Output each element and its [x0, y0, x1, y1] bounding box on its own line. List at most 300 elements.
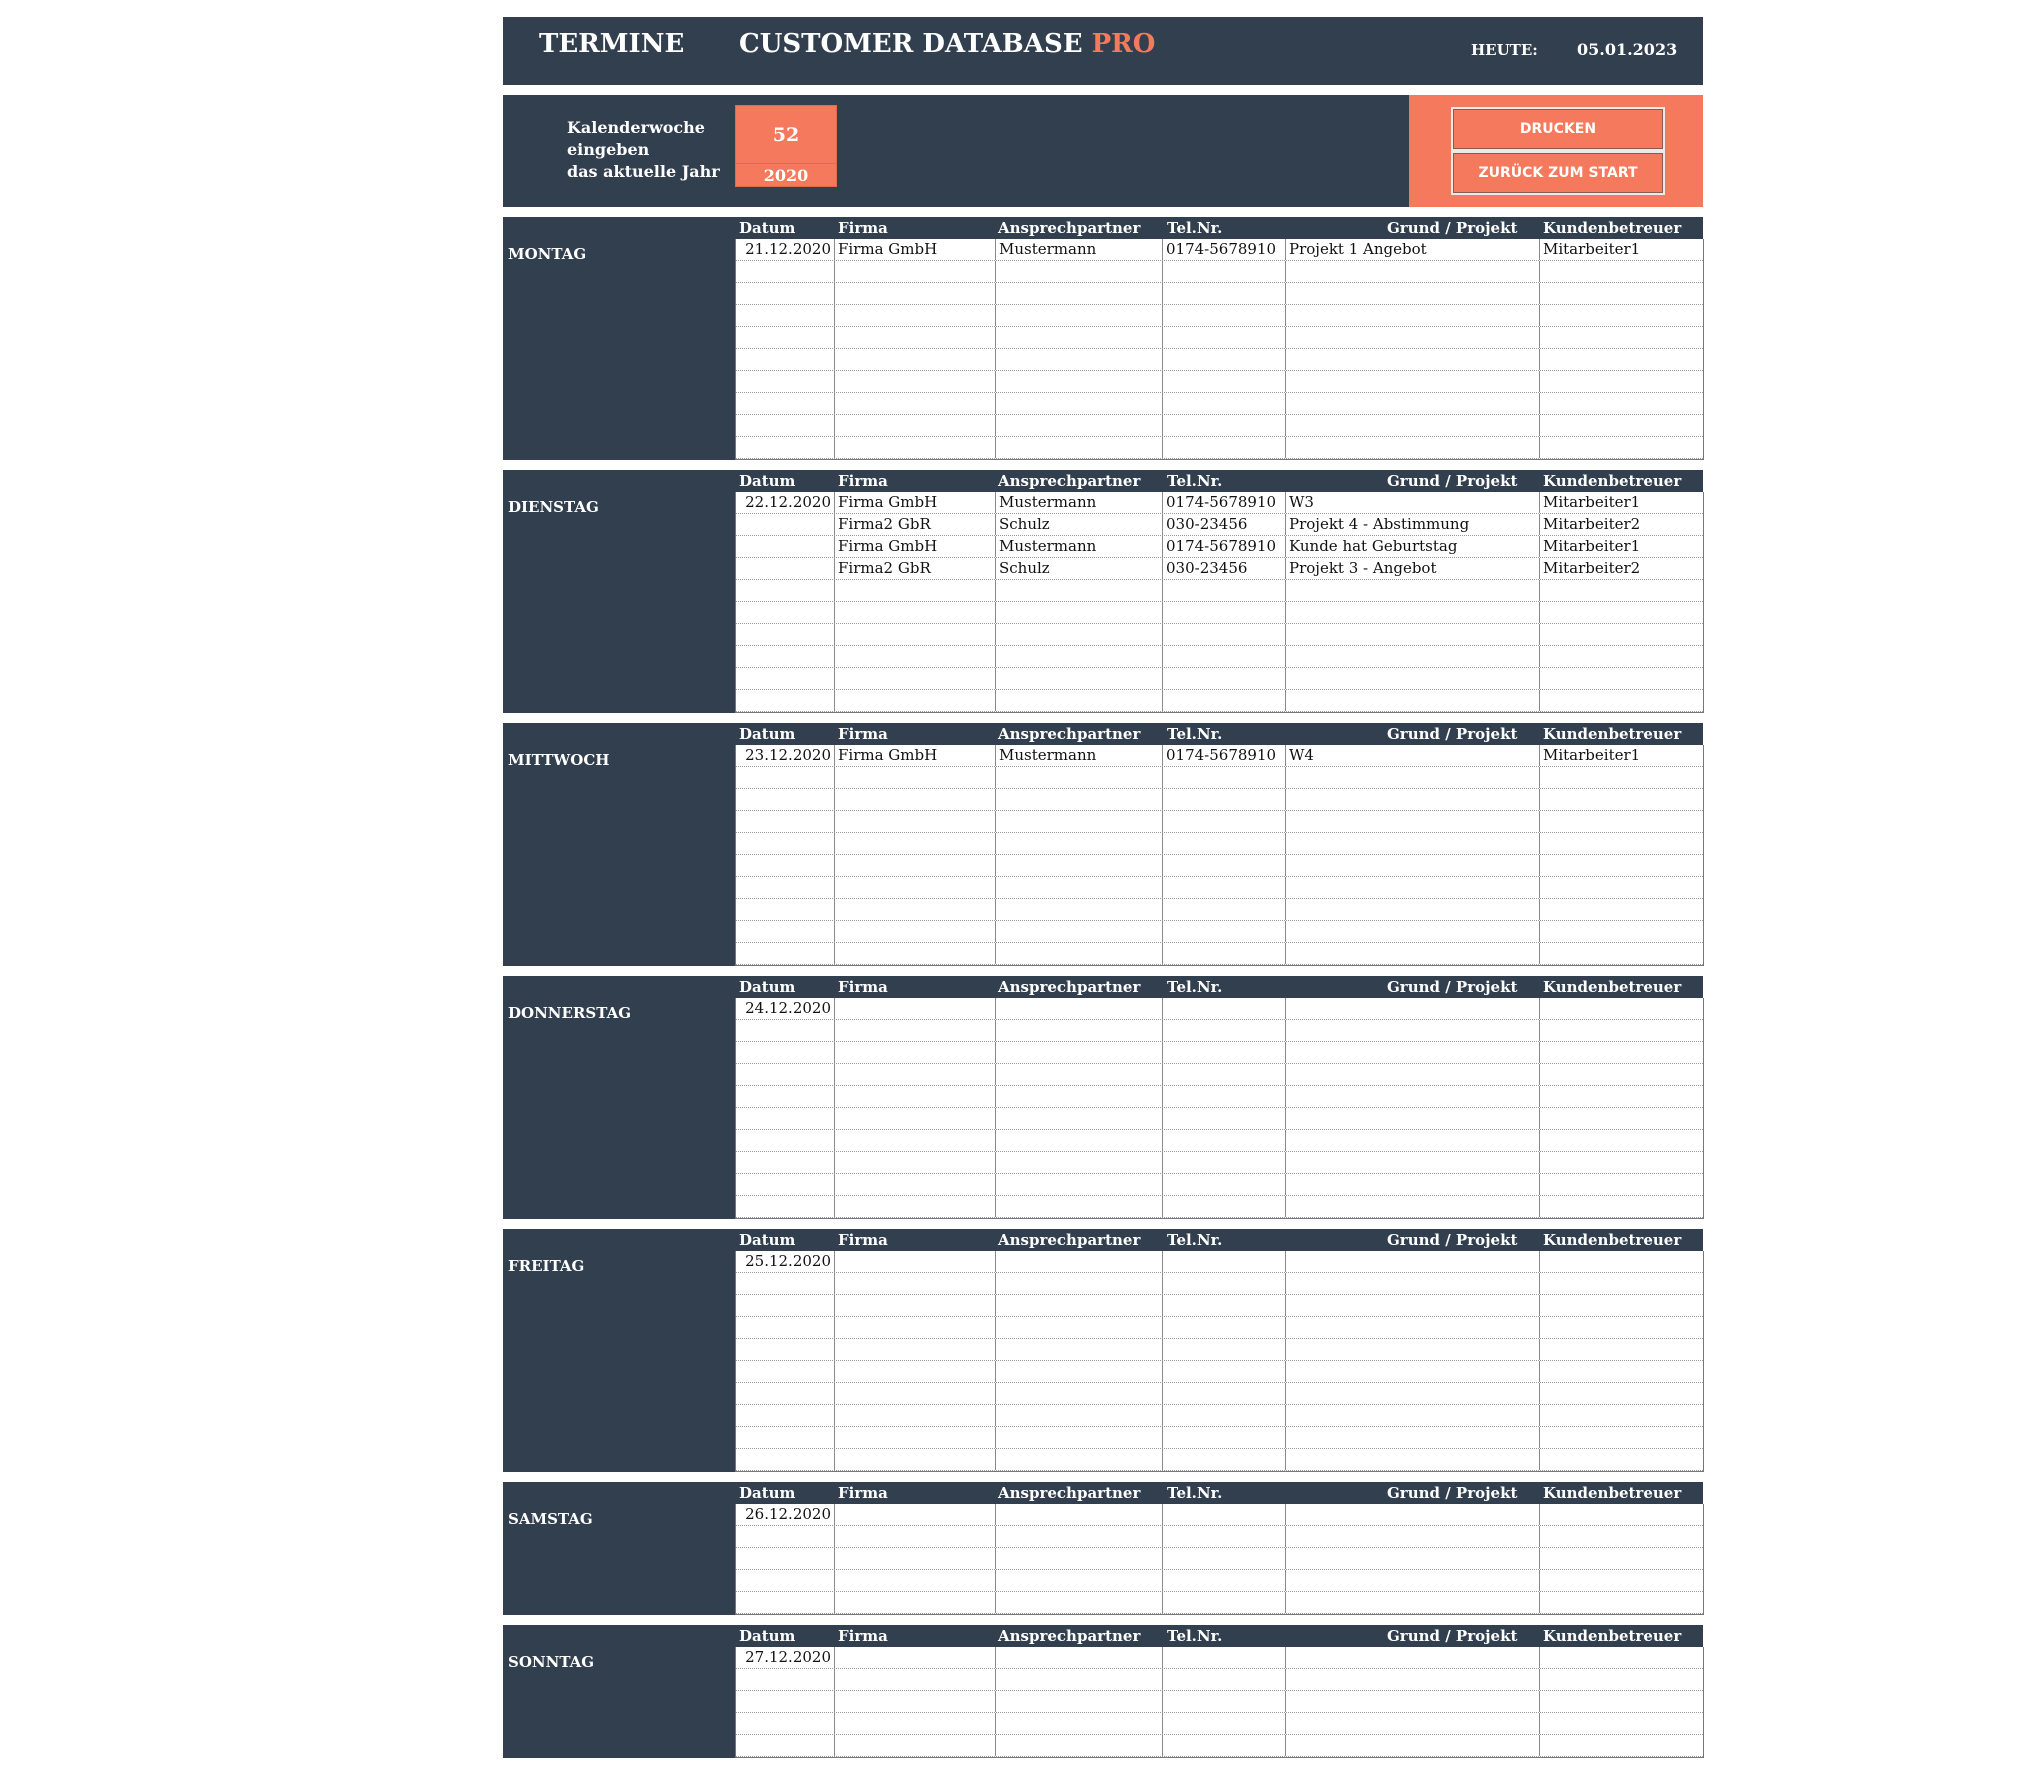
table-cell[interactable] [1540, 877, 1703, 898]
table-cell[interactable] [1286, 899, 1540, 920]
table-cell[interactable] [1540, 1504, 1703, 1525]
table-cell[interactable] [996, 1735, 1163, 1756]
table-cell[interactable] [1286, 1526, 1540, 1547]
table-cell[interactable] [996, 1526, 1163, 1547]
table-cell[interactable] [736, 283, 835, 304]
table-cell[interactable] [835, 1130, 996, 1151]
table-cell[interactable] [835, 1427, 996, 1448]
table-cell[interactable] [1163, 1086, 1286, 1107]
table-cell[interactable] [1540, 327, 1703, 348]
table-cell[interactable] [1540, 437, 1703, 458]
table-cell[interactable] [1286, 767, 1540, 788]
table-cell[interactable] [996, 833, 1163, 854]
table-cell[interactable] [996, 1504, 1163, 1525]
table-cell[interactable] [835, 283, 996, 304]
table-cell[interactable]: Mitarbeiter1 [1543, 537, 1641, 555]
table-cell[interactable] [1286, 1570, 1540, 1591]
table-cell[interactable] [1286, 1339, 1540, 1360]
table-cell[interactable] [736, 877, 835, 898]
table-cell[interactable]: Firma GmbH [835, 536, 996, 557]
table-cell[interactable] [736, 261, 835, 282]
table-cell[interactable] [1540, 943, 1703, 964]
table-cell[interactable] [736, 305, 835, 326]
table-cell[interactable] [736, 668, 835, 689]
table-cell[interactable] [736, 1339, 835, 1360]
table-cell[interactable]: Firma GmbH [835, 239, 996, 260]
table-cell[interactable] [736, 811, 835, 832]
table-cell[interactable] [835, 327, 996, 348]
table-cell[interactable] [835, 1273, 996, 1294]
table-cell[interactable] [1163, 1251, 1286, 1272]
table-cell[interactable] [736, 602, 835, 623]
table-cell[interactable] [1286, 327, 1540, 348]
table-cell[interactable] [1163, 327, 1286, 348]
table-cell[interactable] [835, 1592, 996, 1613]
table-cell[interactable] [736, 558, 835, 579]
table-cell[interactable]: Mitarbeiter1 [1543, 493, 1641, 511]
table-cell[interactable] [1286, 580, 1540, 601]
table-cell[interactable] [1540, 1317, 1703, 1338]
table-cell[interactable]: Kunde hat Geburtstag [1286, 536, 1540, 557]
table-cell[interactable] [1163, 1196, 1286, 1217]
table-cell[interactable] [996, 1383, 1163, 1404]
table-cell[interactable]: Mitarbeiter1 [1543, 240, 1641, 258]
table-cell[interactable] [1163, 1504, 1286, 1525]
table-cell[interactable] [835, 767, 996, 788]
table-cell[interactable] [736, 1086, 835, 1107]
table-cell[interactable] [835, 855, 996, 876]
table-cell[interactable]: 22.12.2020 [736, 492, 835, 513]
table-cell[interactable] [1540, 624, 1703, 645]
table-cell[interactable] [1286, 1295, 1540, 1316]
table-cell[interactable] [1540, 668, 1703, 689]
table-cell[interactable]: 030-23456 [1163, 558, 1286, 579]
table-cell[interactable]: 27.12.2020 [736, 1647, 835, 1668]
table-cell[interactable] [1286, 349, 1540, 370]
table-cell[interactable] [1163, 1152, 1286, 1173]
table-cell[interactable] [835, 349, 996, 370]
table-cell[interactable] [996, 1570, 1163, 1591]
table-cell[interactable] [1540, 1383, 1703, 1404]
table-cell[interactable]: 26.12.2020 [736, 1504, 835, 1525]
table-cell[interactable] [996, 943, 1163, 964]
table-cell[interactable] [1163, 668, 1286, 689]
table-cell[interactable] [835, 1526, 996, 1547]
table-cell[interactable] [996, 1086, 1163, 1107]
table-cell[interactable] [736, 624, 835, 645]
table-cell[interactable] [736, 855, 835, 876]
table-cell[interactable] [996, 1042, 1163, 1063]
table-cell[interactable] [736, 1713, 835, 1734]
table-cell[interactable] [1286, 1405, 1540, 1426]
table-cell[interactable] [736, 1152, 835, 1173]
table-cell[interactable] [1540, 283, 1703, 304]
table-cell[interactable] [736, 327, 835, 348]
table-cell[interactable] [736, 415, 835, 436]
table-cell[interactable] [1286, 415, 1540, 436]
table-cell[interactable] [1163, 1735, 1286, 1756]
table-cell[interactable] [996, 690, 1163, 711]
table-cell[interactable] [1163, 1108, 1286, 1129]
table-cell[interactable] [996, 877, 1163, 898]
table-cell[interactable] [996, 811, 1163, 832]
table-cell[interactable] [736, 437, 835, 458]
table-cell[interactable] [835, 1691, 996, 1712]
table-cell[interactable] [1286, 668, 1540, 689]
table-cell[interactable] [1286, 1086, 1540, 1107]
table-cell[interactable] [835, 998, 996, 1019]
table-cell[interactable]: Firma2 GbR [835, 514, 996, 535]
table-cell[interactable] [1286, 1196, 1540, 1217]
table-cell[interactable] [835, 624, 996, 645]
table-cell[interactable] [996, 1108, 1163, 1129]
table-cell[interactable] [1286, 998, 1540, 1019]
table-cell[interactable]: Firma GmbH [835, 745, 996, 766]
table-cell[interactable] [1540, 767, 1703, 788]
table-cell[interactable] [1163, 371, 1286, 392]
table-cell[interactable] [996, 1427, 1163, 1448]
table-cell[interactable] [1540, 646, 1703, 667]
table-cell[interactable] [736, 789, 835, 810]
table-cell[interactable] [835, 1669, 996, 1690]
table-cell[interactable] [1540, 811, 1703, 832]
table-cell[interactable] [1163, 921, 1286, 942]
table-cell[interactable] [1286, 1735, 1540, 1756]
table-cell[interactable]: Firma2 GbR [835, 558, 996, 579]
table-cell[interactable] [1163, 899, 1286, 920]
table-cell[interactable] [835, 789, 996, 810]
table-cell[interactable] [996, 602, 1163, 623]
table-cell[interactable] [1286, 1273, 1540, 1294]
table-cell[interactable]: 24.12.2020 [736, 998, 835, 1019]
table-cell[interactable] [996, 1449, 1163, 1470]
table-cell[interactable] [736, 1273, 835, 1294]
table-cell[interactable] [835, 877, 996, 898]
table-cell[interactable] [1163, 1647, 1286, 1668]
table-cell[interactable] [1540, 899, 1703, 920]
table-cell[interactable] [1540, 1130, 1703, 1151]
table-cell[interactable] [1286, 1504, 1540, 1525]
table-cell[interactable]: Mustermann [996, 536, 1163, 557]
table-cell[interactable] [1163, 877, 1286, 898]
table-cell[interactable] [1163, 1427, 1286, 1448]
table-cell[interactable] [1163, 690, 1286, 711]
table-cell[interactable] [736, 536, 835, 557]
table-cell[interactable] [736, 1592, 835, 1613]
table-cell[interactable] [1163, 1042, 1286, 1063]
table-cell[interactable] [736, 1526, 835, 1547]
table-cell[interactable] [996, 624, 1163, 645]
table-cell[interactable] [1286, 1130, 1540, 1151]
table-cell[interactable]: Mustermann [996, 492, 1163, 513]
table-cell[interactable] [736, 921, 835, 942]
table-cell[interactable] [835, 921, 996, 942]
table-cell[interactable] [1286, 1317, 1540, 1338]
table-cell[interactable] [736, 393, 835, 414]
table-cell[interactable] [1163, 1548, 1286, 1569]
table-cell[interactable] [1540, 1405, 1703, 1426]
table-cell[interactable] [1540, 998, 1703, 1019]
table-cell[interactable] [736, 1405, 835, 1426]
table-cell[interactable] [835, 1086, 996, 1107]
table-cell[interactable] [736, 1449, 835, 1470]
table-cell[interactable] [1540, 415, 1703, 436]
table-cell[interactable] [996, 668, 1163, 689]
table-cell[interactable]: Schulz [996, 558, 1163, 579]
back-to-start-button[interactable]: ZURÜCK ZUM START [1451, 151, 1665, 195]
table-cell[interactable] [996, 1691, 1163, 1712]
table-cell[interactable] [835, 1317, 996, 1338]
table-cell[interactable]: Projekt 3 - Angebot [1286, 558, 1540, 579]
table-cell[interactable] [996, 371, 1163, 392]
table-cell[interactable] [736, 1383, 835, 1404]
table-cell[interactable] [1286, 1691, 1540, 1712]
table-cell[interactable] [1163, 437, 1286, 458]
table-cell[interactable] [835, 1713, 996, 1734]
table-cell[interactable] [1540, 833, 1703, 854]
table-cell[interactable] [835, 1548, 996, 1569]
table-cell[interactable] [736, 767, 835, 788]
print-button[interactable]: DRUCKEN [1451, 107, 1665, 151]
table-cell[interactable] [1540, 1570, 1703, 1591]
table-cell[interactable] [736, 1548, 835, 1569]
table-cell[interactable] [996, 1064, 1163, 1085]
table-cell[interactable] [1163, 283, 1286, 304]
table-cell[interactable] [1540, 1647, 1703, 1668]
table-cell[interactable] [1540, 1669, 1703, 1690]
table-cell[interactable] [835, 646, 996, 667]
table-cell[interactable] [835, 1042, 996, 1063]
table-cell[interactable] [736, 514, 835, 535]
table-cell[interactable] [1286, 1449, 1540, 1470]
table-cell[interactable] [996, 789, 1163, 810]
table-cell[interactable] [1163, 624, 1286, 645]
table-cell[interactable] [1286, 1647, 1540, 1668]
table-cell[interactable] [1540, 1339, 1703, 1360]
table-cell[interactable] [996, 393, 1163, 414]
table-cell[interactable] [996, 349, 1163, 370]
table-cell[interactable] [1163, 943, 1286, 964]
table-cell[interactable] [736, 899, 835, 920]
table-cell[interactable] [996, 580, 1163, 601]
table-cell[interactable] [996, 1295, 1163, 1316]
table-cell[interactable] [835, 371, 996, 392]
table-cell[interactable] [1286, 1108, 1540, 1129]
table-cell[interactable] [1540, 349, 1703, 370]
table-cell[interactable] [835, 602, 996, 623]
table-cell[interactable] [736, 580, 835, 601]
table-cell[interactable] [1540, 1108, 1703, 1129]
year-input[interactable]: 2020 [735, 163, 837, 187]
table-cell[interactable] [1163, 1064, 1286, 1085]
table-cell[interactable] [835, 261, 996, 282]
table-cell[interactable] [1163, 811, 1286, 832]
table-cell[interactable] [1286, 855, 1540, 876]
table-cell[interactable] [736, 1108, 835, 1129]
table-cell[interactable] [1163, 1570, 1286, 1591]
table-cell[interactable] [1286, 624, 1540, 645]
table-cell[interactable] [1286, 1383, 1540, 1404]
table-cell[interactable] [1540, 1251, 1703, 1272]
table-cell[interactable] [1286, 921, 1540, 942]
table-cell[interactable] [996, 1251, 1163, 1272]
table-cell[interactable] [996, 646, 1163, 667]
table-cell[interactable] [996, 1405, 1163, 1426]
table-cell[interactable] [996, 415, 1163, 436]
table-cell[interactable] [1163, 855, 1286, 876]
table-cell[interactable] [835, 580, 996, 601]
table-cell[interactable] [1540, 789, 1703, 810]
table-cell[interactable] [835, 305, 996, 326]
table-cell[interactable] [996, 998, 1163, 1019]
table-cell[interactable] [736, 1196, 835, 1217]
calendar-week-input[interactable]: 52 [735, 105, 837, 164]
table-cell[interactable] [835, 415, 996, 436]
table-cell[interactable] [1163, 1339, 1286, 1360]
table-cell[interactable] [1163, 415, 1286, 436]
table-cell[interactable] [1163, 1020, 1286, 1041]
table-cell[interactable] [736, 1295, 835, 1316]
table-cell[interactable] [1163, 1592, 1286, 1613]
table-cell[interactable] [1540, 1691, 1703, 1712]
table-cell[interactable] [1286, 646, 1540, 667]
table-cell[interactable] [1286, 1152, 1540, 1173]
table-cell[interactable] [835, 393, 996, 414]
table-cell[interactable]: 25.12.2020 [736, 1251, 835, 1272]
table-cell[interactable] [1286, 437, 1540, 458]
table-cell[interactable] [1163, 1691, 1286, 1712]
table-cell[interactable] [736, 1427, 835, 1448]
table-cell[interactable] [996, 1548, 1163, 1569]
table-cell[interactable]: 21.12.2020 [736, 239, 835, 260]
table-cell[interactable] [1286, 1361, 1540, 1382]
table-cell[interactable] [736, 1735, 835, 1756]
table-cell[interactable] [1540, 602, 1703, 623]
table-cell[interactable] [1286, 1251, 1540, 1272]
table-cell[interactable] [1540, 1152, 1703, 1173]
table-cell[interactable]: Mustermann [996, 745, 1163, 766]
table-cell[interactable] [1540, 1548, 1703, 1569]
table-cell[interactable] [835, 833, 996, 854]
table-cell[interactable] [1163, 833, 1286, 854]
table-cell[interactable]: Mustermann [996, 239, 1163, 260]
table-cell[interactable] [1540, 1361, 1703, 1382]
table-cell[interactable] [1163, 1669, 1286, 1690]
table-cell[interactable] [835, 1152, 996, 1173]
table-cell[interactable] [1286, 1713, 1540, 1734]
table-cell[interactable] [1163, 998, 1286, 1019]
table-cell[interactable] [996, 1152, 1163, 1173]
table-cell[interactable] [1163, 1383, 1286, 1404]
table-cell[interactable] [835, 1108, 996, 1129]
table-cell[interactable] [1540, 1086, 1703, 1107]
table-cell[interactable] [996, 899, 1163, 920]
table-cell[interactable] [835, 943, 996, 964]
table-cell[interactable] [1163, 1130, 1286, 1151]
table-cell[interactable]: 030-23456 [1163, 514, 1286, 535]
table-cell[interactable]: 0174-5678910 [1163, 492, 1286, 513]
table-cell[interactable] [1286, 1669, 1540, 1690]
table-cell[interactable] [835, 1251, 996, 1272]
table-cell[interactable] [1540, 1427, 1703, 1448]
table-cell[interactable] [1540, 1064, 1703, 1085]
table-cell[interactable] [1163, 1174, 1286, 1195]
table-cell[interactable] [835, 1383, 996, 1404]
table-cell[interactable] [1286, 1020, 1540, 1041]
table-cell[interactable] [835, 1174, 996, 1195]
table-cell[interactable] [1286, 1592, 1540, 1613]
table-cell[interactable] [736, 833, 835, 854]
table-cell[interactable]: Mitarbeiter1 [1543, 746, 1641, 764]
table-cell[interactable]: Projekt 1 Angebot [1286, 239, 1540, 260]
table-cell[interactable] [1286, 833, 1540, 854]
table-cell[interactable] [1163, 261, 1286, 282]
table-cell[interactable] [1540, 1273, 1703, 1294]
table-cell[interactable] [1286, 1042, 1540, 1063]
table-cell[interactable] [1286, 877, 1540, 898]
table-cell[interactable]: Mitarbeiter2 [1543, 559, 1641, 577]
table-cell[interactable] [835, 1647, 996, 1668]
table-cell[interactable] [736, 1174, 835, 1195]
table-cell[interactable] [1540, 1592, 1703, 1613]
table-cell[interactable] [1163, 1295, 1286, 1316]
table-cell[interactable] [1540, 1196, 1703, 1217]
table-cell[interactable] [736, 349, 835, 370]
table-cell[interactable] [1540, 1042, 1703, 1063]
table-cell[interactable] [1163, 1361, 1286, 1382]
table-cell[interactable] [1163, 349, 1286, 370]
table-cell[interactable] [996, 305, 1163, 326]
table-cell[interactable] [835, 1361, 996, 1382]
table-cell[interactable] [996, 1592, 1163, 1613]
table-cell[interactable] [996, 283, 1163, 304]
table-cell[interactable] [1286, 811, 1540, 832]
table-cell[interactable] [1286, 1174, 1540, 1195]
table-cell[interactable] [736, 690, 835, 711]
table-cell[interactable] [835, 1295, 996, 1316]
table-cell[interactable] [1540, 1295, 1703, 1316]
table-cell[interactable] [996, 767, 1163, 788]
table-cell[interactable] [1163, 767, 1286, 788]
table-cell[interactable] [1540, 1713, 1703, 1734]
table-cell[interactable]: W4 [1286, 745, 1540, 766]
table-cell[interactable]: Firma GmbH [835, 492, 996, 513]
table-cell[interactable] [996, 1669, 1163, 1690]
table-cell[interactable] [835, 437, 996, 458]
table-cell[interactable] [1286, 1427, 1540, 1448]
table-cell[interactable] [736, 1130, 835, 1151]
table-cell[interactable] [1163, 646, 1286, 667]
table-cell[interactable]: Mitarbeiter2 [1543, 515, 1641, 533]
table-cell[interactable] [1540, 1526, 1703, 1547]
table-cell[interactable] [1163, 1405, 1286, 1426]
table-cell[interactable] [996, 1317, 1163, 1338]
table-cell[interactable] [1163, 1273, 1286, 1294]
table-cell[interactable] [1163, 393, 1286, 414]
table-cell[interactable] [1540, 921, 1703, 942]
table-cell[interactable] [835, 1735, 996, 1756]
table-cell[interactable] [835, 1449, 996, 1470]
table-cell[interactable] [736, 1020, 835, 1041]
table-cell[interactable] [996, 437, 1163, 458]
table-cell[interactable]: Schulz [996, 514, 1163, 535]
table-cell[interactable] [736, 1691, 835, 1712]
table-cell[interactable] [1286, 305, 1540, 326]
table-cell[interactable] [835, 1020, 996, 1041]
table-cell[interactable] [996, 1020, 1163, 1041]
table-cell[interactable] [996, 921, 1163, 942]
table-cell[interactable]: W3 [1286, 492, 1540, 513]
